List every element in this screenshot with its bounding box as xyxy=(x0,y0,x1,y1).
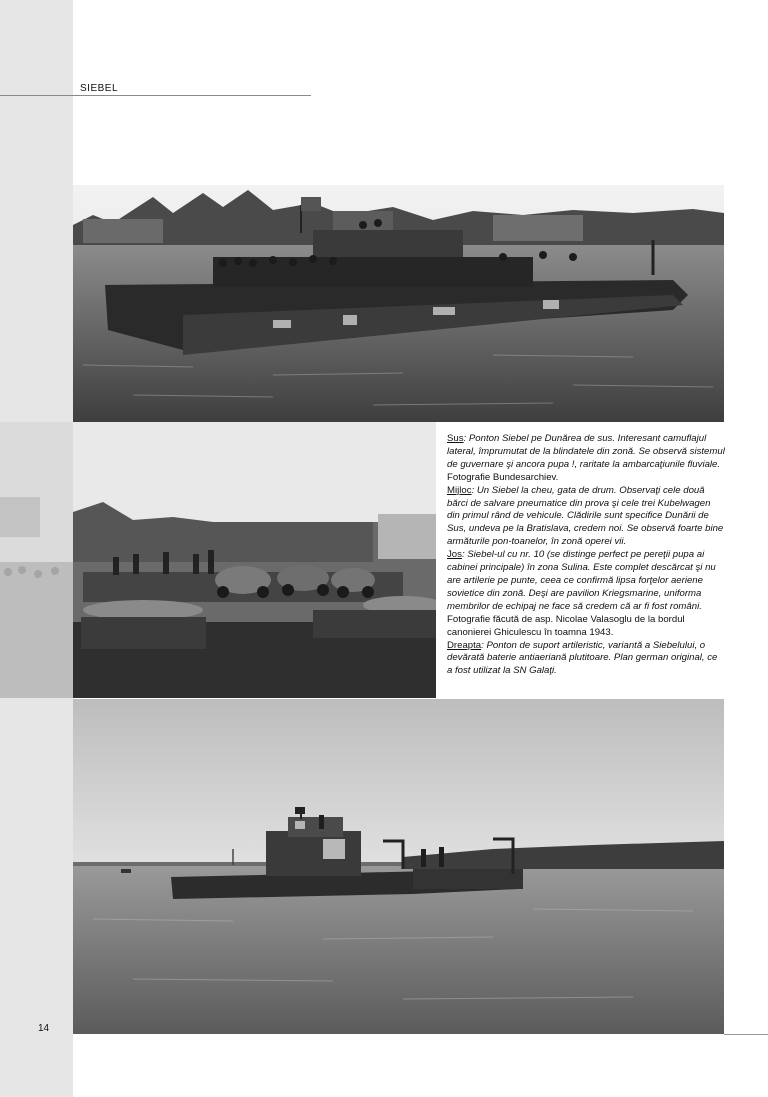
page-number: 14 xyxy=(38,1023,50,1034)
photo-middle-siebel-at-quay xyxy=(73,422,436,698)
caption-top-text: : Ponton Siebel pe Dunărea de sus. Interesant camuflajul lateral, împrumutat de la blindatele din zonă. Se observă sistemul de guvernare şi ancora pupa !, raritate la ambarcaţiunile fluviale. xyxy=(447,433,725,470)
caption-middle-label: Mijloc xyxy=(447,484,472,496)
caption-bottom xyxy=(447,549,725,614)
photo-bottom-siebel-sulina xyxy=(73,699,724,1034)
caption-top-source: Fotografie Bundesarchiev. xyxy=(447,471,559,483)
header-divider xyxy=(0,95,311,96)
caption-top-label: Sus xyxy=(447,433,464,444)
caption-right xyxy=(447,640,725,679)
section-title: SIEBEL xyxy=(80,83,119,94)
caption-bottom-source: Fotografie făcută de asp. Nicolae Valasoglu de la bordul canonierei Ghiculescu în toamna 1943. xyxy=(447,613,685,638)
caption-middle-text: : Un Siebel la cheu, gata de drum. Observaţi cele două bărci de salvare pneumatice din prova şi cele trei Kubelwagen din primul rând de vehicule. Clădirile sunt specifice Dunării de Sus, undeva pe la Bratislava, credem noi. Se observă foarte bine armăturile pon-toanelor, în zonă operei vii. xyxy=(447,484,724,548)
caption-right-label: Dreapta xyxy=(447,639,482,651)
photo-middle-margin-extension xyxy=(0,422,73,698)
caption-top xyxy=(447,433,725,472)
photo-captions xyxy=(447,433,725,678)
caption-bottom-label: Jos xyxy=(447,549,462,561)
caption-right-text: : Ponton de suport artileristic, variantă a Siebelului, o devărată baterie antiaeriană plutitoare. Plan german original, ce a fost utilizat la SN Galaţi. xyxy=(447,639,718,677)
footer-divider xyxy=(724,1034,768,1035)
caption-middle xyxy=(447,485,725,550)
photo-top-siebel-underway xyxy=(73,185,724,422)
caption-bottom-text: : Siebel-ul cu nr. 10 (se distinge perfect pe pereţii pupa ai cabinei principale) în zona Sulina. Este complet descărcat şi nu are artilerie pe punte, ceea ce confirmă lipsa forţelor aeriene sovietice din zonă. Deşi are pavilion Kriegsmarine, uniforma membrilor de echipaj ne face să credem că ar fi fost români. xyxy=(447,549,716,612)
